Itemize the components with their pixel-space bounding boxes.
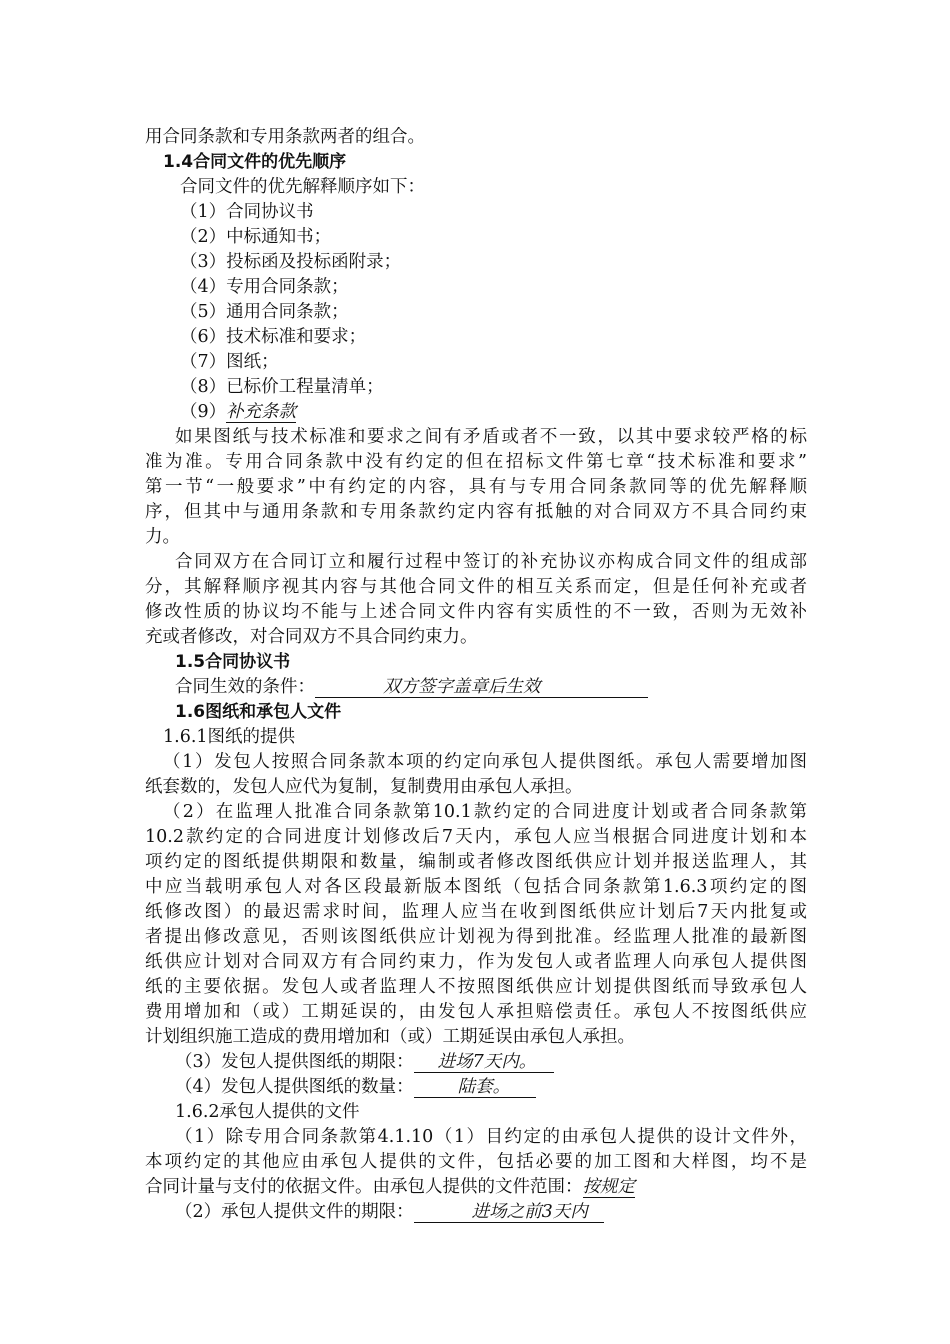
subsection-1-6-1-heading: 1.6.1图纸的提供 — [163, 727, 296, 747]
drawing-plan-paragraph-line: 纸供应计划对合同双方有合同约束力，作为发包人或者监理人向承包人提供图 — [145, 952, 807, 972]
contractor-docs-paragraph-line: 本项约定的其他应由承包人提供的文件，包括必要的加工图和大样图，均不是 — [145, 1152, 807, 1172]
priority-item-3: （3）投标函及投标函附录； — [180, 252, 402, 272]
effective-condition-value: 双方签字盖章后生效 — [315, 677, 648, 698]
contractor-docs-deadline-label: （2）承包人提供文件的期限： — [175, 1202, 414, 1222]
conflict-paragraph-line: 准为准。专用合同条款中没有约定的但在招标文件第七章“技术标准和要求” — [145, 452, 807, 472]
priority-item-5: （5）通用合同条款； — [180, 302, 349, 322]
contractor-docs-deadline-line — [175, 1200, 604, 1224]
contractor-docs-scope-line — [145, 1175, 635, 1199]
priority-item-9 — [180, 400, 296, 424]
drawing-plan-paragraph-line: （2）在监理人批准合同条款第10.1款约定的合同进度计划或者合同条款第 — [163, 802, 807, 822]
conflict-paragraph-line: 序，但其中与通用条款和专用条款约定内容有抵触的对合同双方不具合同约束 — [145, 502, 807, 522]
supplement-paragraph-line: 修改性质的协议均不能与上述合同文件内容有实质性的不一致，否则为无效补 — [145, 602, 807, 622]
drawing-quantity-label: （4）发包人提供图纸的数量： — [175, 1077, 414, 1097]
drawing-quantity-value: 陆套。 — [414, 1077, 536, 1098]
drawing-supply-paragraph-line: 纸套数的，发包人应代为复制，复制费用由承包人承担。 — [145, 777, 583, 797]
priority-item-6: （6）技术标准和要求； — [180, 327, 367, 347]
priority-item-1: （1）合同协议书 — [180, 202, 314, 222]
contractor-docs-deadline-value: 进场之前3天内 — [414, 1202, 604, 1223]
supplement-paragraph-line: 分，其解释顺序视其内容与其他合同文件的相互关系而定，但是任何补充或者 — [145, 577, 807, 597]
supplement-paragraph-line: 充或者修改，对合同双方不具合同约束力。 — [145, 627, 478, 647]
drawing-quantity-line — [175, 1075, 536, 1099]
conflict-paragraph-line: 第一节“一般要求”中有约定的内容，具有与专用合同条款同等的优先解释顺 — [145, 477, 807, 497]
contractor-docs-scope-label: 合同计量与支付的依据文件。由承包人提供的文件范围： — [145, 1177, 583, 1197]
drawing-plan-paragraph-line: 费用增加和（或）工期延误的，由发包人承担赔偿责任。承包人不按图纸供应 — [145, 1002, 807, 1022]
section-1-5-heading: 1.5合同协议书 — [175, 652, 291, 672]
drawing-deadline-label: （3）发包人提供图纸的期限： — [175, 1052, 414, 1072]
effective-condition-label: 合同生效的条件： — [175, 677, 315, 697]
section-1-4-lead: 合同文件的优先解释顺序如下： — [180, 177, 425, 197]
drawing-plan-paragraph-line: 者提出修改意见，否则该图纸供应计划视为得到批准。经监理人批准的最新图 — [145, 927, 807, 947]
priority-item-4: （4）专用合同条款； — [180, 277, 349, 297]
conflict-paragraph-line: 如果图纸与技术标准和要求之间有矛盾或者不一致，以其中要求较严格的标 — [175, 427, 807, 447]
drawing-plan-paragraph-line: 中应当载明承包人对各区段最新版本图纸（包括合同条款第1.6.3项约定的图 — [145, 877, 807, 897]
drawing-deadline-line — [175, 1050, 554, 1074]
effective-condition-line — [175, 675, 648, 699]
drawing-plan-paragraph-line: 计划组织施工造成的费用增加和（或）工期延误由承包人承担。 — [145, 1027, 635, 1047]
intro-tail-line: 用合同条款和专用条款两者的组合。 — [145, 127, 425, 147]
subsection-1-6-2-heading: 1.6.2承包人提供的文件 — [175, 1102, 360, 1122]
supplement-paragraph-line: 合同双方在合同订立和履行过程中签订的补充协议亦构成合同文件的组成部 — [175, 552, 807, 572]
drawing-plan-paragraph-line: 项约定的图纸提供期限和数量，编制或者修改图纸供应计划并报送监理人，其 — [145, 852, 807, 872]
contractor-docs-scope-value: 按规定 — [582, 1177, 635, 1197]
section-1-6-heading: 1.6图纸和承包人文件 — [175, 702, 342, 722]
priority-item-9-value: 补充条款 — [226, 402, 297, 422]
priority-item-9-prefix: （9） — [180, 402, 227, 422]
drawing-supply-paragraph-line: （1）发包人按照合同条款本项的约定向承包人提供图纸。承包人需要增加图 — [163, 752, 807, 772]
drawing-plan-paragraph-line: 纸修改图）的最迟需求时间，监理人应当在收到图纸供应计划后7天内批复或 — [145, 902, 807, 922]
section-1-4-heading: 1.4合同文件的优先顺序 — [163, 152, 347, 172]
priority-item-7: （7）图纸； — [180, 352, 279, 372]
contractor-docs-paragraph-line: （1）除专用合同条款第4.1.10（1）目约定的由承包人提供的设计文件外， — [175, 1127, 807, 1147]
priority-item-8: （8）已标价工程量清单； — [180, 377, 384, 397]
drawing-plan-paragraph-line: 纸的主要依据。发包人或者监理人不按照图纸供应计划提供图纸而导致承包人 — [145, 977, 807, 997]
drawing-deadline-value: 进场7天内。 — [414, 1052, 554, 1073]
priority-item-2: （2）中标通知书； — [180, 227, 332, 247]
drawing-plan-paragraph-line: 10.2款约定的合同进度计划修改后7天内，承包人应当根据合同进度计划和本 — [145, 827, 807, 847]
conflict-paragraph-line: 力。 — [145, 527, 180, 547]
